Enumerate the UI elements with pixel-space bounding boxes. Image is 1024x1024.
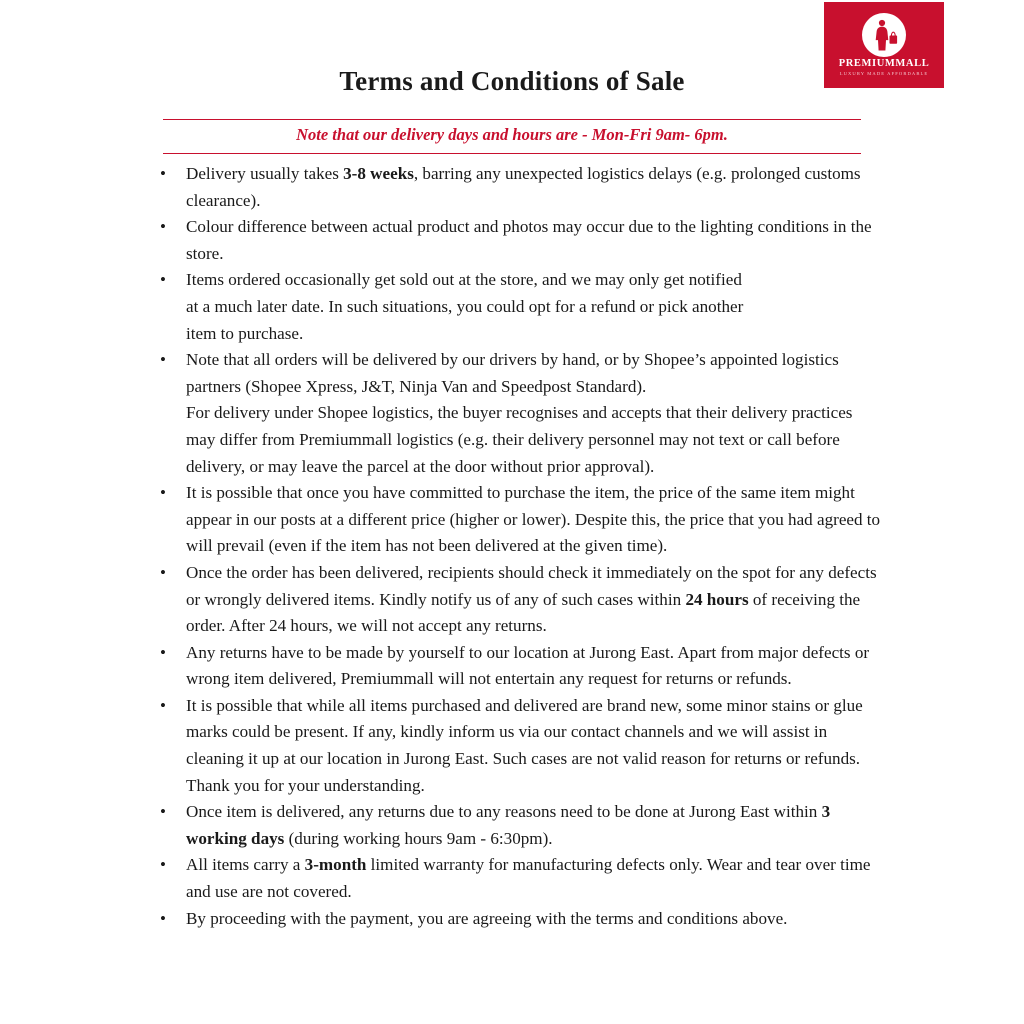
delivery-hours-notice: Note that our delivery days and hours are - Mon-Fri 9am- 6pm.	[296, 125, 728, 144]
list-item	[152, 214, 882, 267]
bullet-icon: •	[160, 908, 166, 928]
clause-check-on-delivery: Once the order has been delivered, recipients should check it immediately on the spot for any defects or wrongly delivered items. Kindly notify us of any of such cases within 24 hours of receiving the order. After 24 hours, we will not accept any returns.	[186, 562, 877, 636]
terms-list	[152, 161, 882, 932]
clause-warranty: All items carry a 3-month limited warranty for manufacturing defects only. Wear and tear over time and use are not covered.	[186, 855, 871, 902]
bullet-icon: •	[160, 270, 166, 290]
list-item	[152, 347, 882, 480]
bullet-icon: •	[160, 642, 166, 662]
list-item	[152, 640, 882, 693]
clause-returns-location: Any returns have to be made by yourself to our location at Jurong East. Apart from major defects or wrong item delivered, Premiummall will not entertain any request for returns or refunds.	[186, 642, 870, 689]
list-item	[152, 161, 882, 214]
list-item	[152, 906, 882, 933]
bullet-icon: •	[160, 855, 166, 875]
clause-sold-out-items: Items ordered occasionally get sold out at the store, and we may only get notified at a much later date. In such situations, you could opt for a refund or pick another item to purchase.	[186, 270, 744, 343]
clause-agreement: By proceeding with the payment, you are agreeing with the terms and conditions above.	[186, 908, 788, 928]
list-item	[152, 852, 882, 905]
logo-wordmark: PREMIUMMALL	[838, 58, 930, 70]
divider-top	[163, 119, 861, 120]
bullet-icon: •	[160, 695, 166, 715]
woman-with-handbag-logo-icon	[862, 13, 906, 57]
logo-tagline: LUXURY MADE AFFORDABLE	[839, 70, 929, 76]
clause-delivery-partners: Note that all orders will be delivered by our drivers by hand, or by Shopee’s appointed logistics partners (Shopee Xpress, J&T, Ninja Van and Speedpost Standard). For delivery under Shopee logistics, the buyer recognises and accepts that their delivery practices may differ from Premiummall logistics (e.g. their delivery personnel may not text or call before delivery, or may leave the parcel at the door without prior approval).	[186, 350, 853, 476]
bullet-icon: •	[160, 802, 166, 822]
bullet-icon: •	[160, 217, 166, 237]
list-item	[152, 560, 882, 640]
list-item	[152, 480, 882, 560]
clause-minor-stains: It is possible that while all items purchased and delivered are brand new, some minor stains or glue marks could be present. If any, kindly inform us via our contact channels and we will assist in cleaning it up at our location in Jurong East. Such cases are not valid reason for returns or refunds. Thank you for your understanding.	[186, 695, 863, 795]
clause-delivery-time: Delivery usually takes 3-8 weeks, barring any unexpected logistics delays (e.g. prolonged customs clearance).	[186, 164, 861, 210]
bullet-icon: •	[160, 483, 166, 503]
bullet-icon: •	[160, 164, 166, 183]
list-item	[152, 693, 882, 799]
page-title: Terms and Conditions of Sale	[339, 66, 685, 96]
clause-colour-difference: Colour difference between actual product and photos may occur due to the lighting conditions in the store.	[186, 217, 872, 263]
bullet-icon: •	[160, 350, 166, 370]
bullet-icon: •	[160, 562, 166, 582]
divider-bottom	[163, 153, 861, 154]
clause-return-window: Once item is delivered, any returns due to any reasons need to be done at Jurong East within 3 working days (during working hours 9am - 6:30pm).	[186, 802, 831, 848]
list-item	[152, 267, 882, 347]
list-item	[152, 799, 882, 852]
clause-price-changes: It is possible that once you have committed to purchase the item, the price of the same item might appear in our posts at a different price (higher or lower). Despite this, the price that you had agreed to will prevail (even if the item has not been delivered at the given time).	[186, 483, 881, 556]
